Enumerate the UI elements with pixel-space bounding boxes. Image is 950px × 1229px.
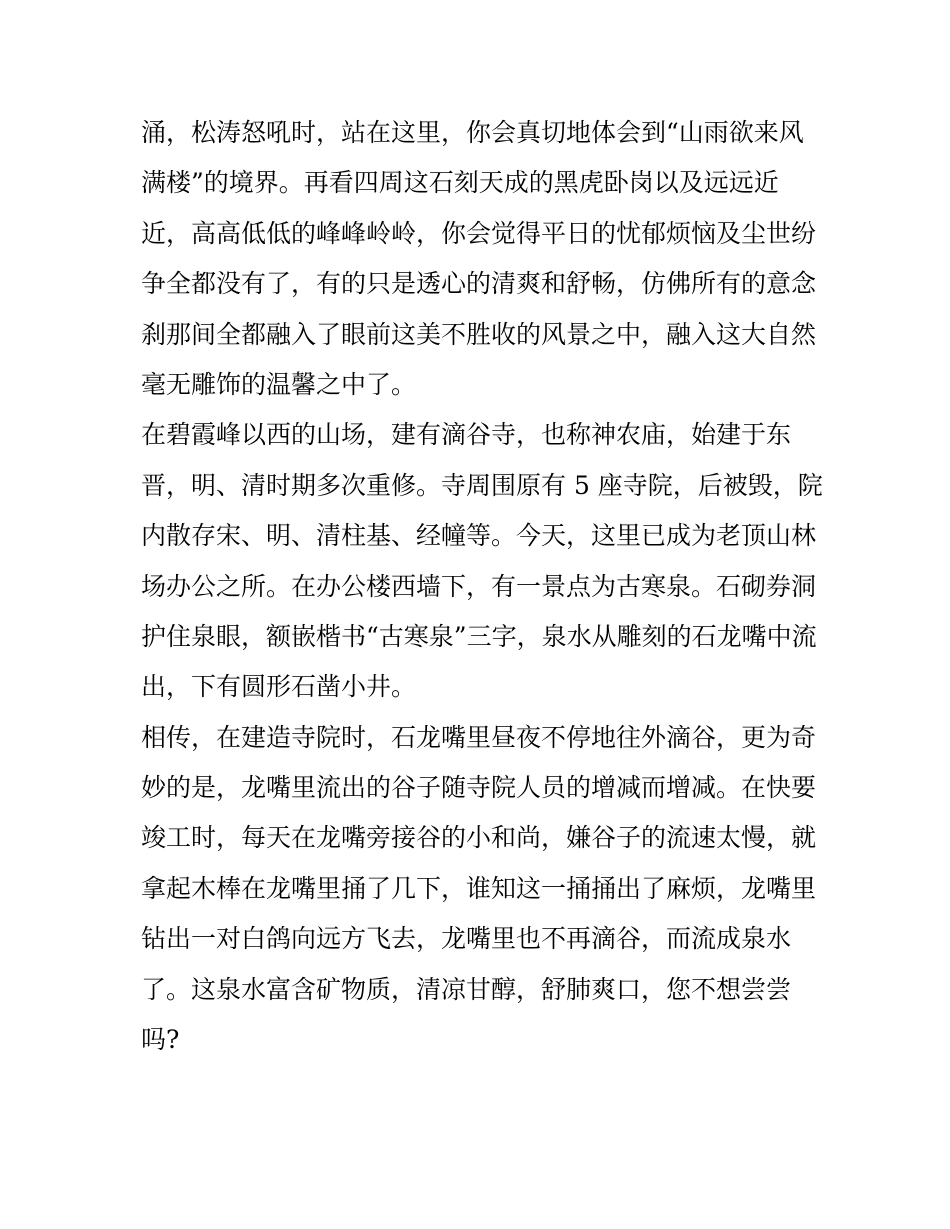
text-line: 在碧霞峰以西的山场，建有滴谷寺，也称神农庙，始建于东: [141, 420, 792, 450]
text-line: 竣工时，每天在龙嘴旁接谷的小和尚，嫌谷子的流速太慢，就: [141, 823, 817, 853]
text-line: 近，高高低低的峰峰岭岭，你会觉得平日的忧郁烦恼及尘世纷: [141, 218, 817, 248]
text-line: 内散存宋、明、清柱基、经幢等。今天，这里已成为老顶山林: [141, 521, 817, 551]
text-line: 相传，在建造寺院时，石龙嘴里昼夜不停地往外滴谷，更为奇: [141, 722, 817, 752]
text-line: 刹那间全都融入了眼前这美不胜收的风景之中，融入这大自然: [141, 319, 817, 349]
text-line: 了。这泉水富含矿物质，清凉甘醇，舒肺爽口，您不想尝尝: [141, 974, 792, 1004]
text-line: 钻出一对白鸽向远方飞去，龙嘴里也不再滴谷，而流成泉水: [141, 924, 792, 954]
text-line: 护住泉眼，额嵌楷书“古寒泉”三字，泉水从雕刻的石龙嘴中流: [141, 621, 817, 651]
text-line: 毫无雕饰的温馨之中了。: [141, 369, 417, 399]
text-line: 场办公之所。在办公楼西墙下，有一景点为古寒泉。石砌券洞: [141, 571, 817, 601]
text-line: 满楼”的境界。再看四周这石刻天成的黑虎卧岗以及远远近: [141, 168, 779, 198]
text-line: 晋，明、清时期多次重修。寺周围原有 5 座寺院，后被毁，院: [141, 470, 823, 500]
text-line: 争全都没有了，有的只是透心的清爽和舒畅，仿佛所有的意念: [141, 269, 817, 299]
text-line: 出，下有圆形石凿小井。: [141, 672, 417, 702]
body-text: [141, 108, 821, 1065]
text-line: 涌，松涛怒吼时，站在这里，你会真切地体会到“山雨欲来风: [141, 118, 804, 147]
text-line: 吗?: [141, 1025, 180, 1055]
text-line: 拿起木棒在龙嘴里捅了几下，谁知这一捅捅出了麻烦，龙嘴里: [141, 873, 817, 903]
text-line: 妙的是，龙嘴里流出的谷子随寺院人员的增减而增减。在快要: [141, 773, 817, 803]
